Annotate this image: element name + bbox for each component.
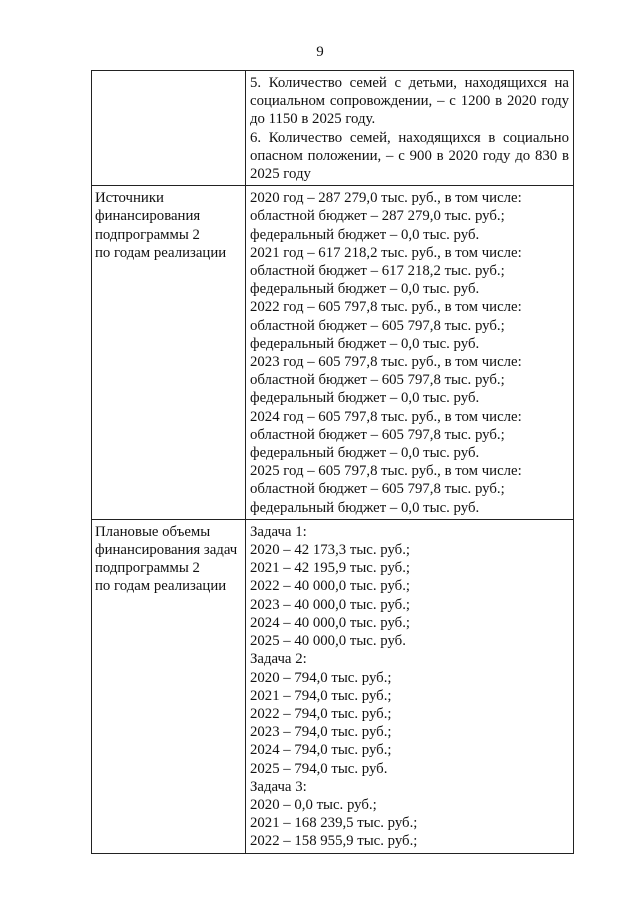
indicator-5-text: 5. Количество семей с детьми, находящихся на социальном сопровождении, – с 1200 в 2020 году до 1150 в 2025 году. xyxy=(250,75,569,128)
funding-line: областной бюджет – 287 279,0 тыс. руб.; xyxy=(250,208,505,225)
table-row-funding-sources xyxy=(92,186,574,520)
table-row-task-funding xyxy=(92,519,574,853)
funding-line: 2024 год – 605 797,8 тыс. руб., в том числе: xyxy=(250,408,522,425)
funding-line: областной бюджет – 605 797,8 тыс. руб.; xyxy=(250,481,505,498)
task-funding-line: 2025 – 794,0 тыс. руб. xyxy=(250,760,388,777)
task-funding-line: 2020 – 794,0 тыс. руб.; xyxy=(250,669,392,686)
funding-line: 2020 год – 287 279,0 тыс. руб., в том числе: xyxy=(250,190,522,207)
task-heading: Задача 2: xyxy=(250,651,307,668)
task-funding-line: 2022 – 794,0 тыс. руб.; xyxy=(250,705,392,722)
task-funding-line: 2020 – 0,0 тыс. руб.; xyxy=(250,796,377,813)
label-cell-funding-sources xyxy=(92,186,246,520)
label-cell-task-funding xyxy=(92,519,246,853)
task-funding-line: 2024 – 40 000,0 тыс. руб.; xyxy=(250,614,410,631)
funding-line: федеральный бюджет – 0,0 тыс. руб. xyxy=(250,499,480,516)
funding-line: федеральный бюджет – 0,0 тыс. руб. xyxy=(250,390,480,407)
task-funding-line: 2022 – 40 000,0 тыс. руб.; xyxy=(250,578,410,595)
value-cell-funding-sources xyxy=(246,186,574,520)
task-funding-line: 2024 – 794,0 тыс. руб.; xyxy=(250,742,392,759)
label-line: финансирования xyxy=(95,208,201,225)
funding-line: областной бюджет – 605 797,8 тыс. руб.; xyxy=(250,426,505,443)
funding-line: федеральный бюджет – 0,0 тыс. руб. xyxy=(250,335,480,352)
indicator-6-text: 6. Количество семей, находящихся в социально опасном положении, – с 900 в 2020 году до 830 в 2025 году xyxy=(250,129,569,183)
task-funding-line: 2021 – 168 239,5 тыс. руб.; xyxy=(250,815,418,832)
label-line: подпрограммы 2 xyxy=(95,226,200,243)
label-line: по годам реализации xyxy=(95,244,227,261)
value-cell-task-funding xyxy=(246,519,574,853)
label-line: подпрограммы 2 xyxy=(95,560,200,577)
task-funding-line: 2021 – 42 195,9 тыс. руб.; xyxy=(250,560,410,577)
task-funding-line: 2020 – 42 173,3 тыс. руб.; xyxy=(250,542,410,559)
task-funding-line: 2022 – 158 955,9 тыс. руб.; xyxy=(250,833,418,850)
value-cell-indicators xyxy=(246,71,574,186)
funding-line: областной бюджет – 617 218,2 тыс. руб.; xyxy=(250,263,505,280)
task-funding-line: 2021 – 794,0 тыс. руб.; xyxy=(250,687,392,704)
subprogram-passport-table xyxy=(91,70,574,854)
task-heading: Задача 3: xyxy=(250,778,307,795)
task-funding-line: 2023 – 794,0 тыс. руб.; xyxy=(250,724,392,741)
label-cell-empty xyxy=(92,71,246,186)
page-number: 9 xyxy=(316,44,324,60)
label-line: финансирования задач xyxy=(95,542,238,559)
label-line: Плановые объемы xyxy=(95,523,211,540)
funding-line: федеральный бюджет – 0,0 тыс. руб. xyxy=(250,445,480,462)
label-line: по годам реализации xyxy=(95,578,227,595)
table-row-indicators xyxy=(92,71,574,186)
funding-line: областной бюджет – 605 797,8 тыс. руб.; xyxy=(250,317,505,334)
task-funding-line: 2023 – 40 000,0 тыс. руб.; xyxy=(250,596,410,613)
funding-line: федеральный бюджет – 0,0 тыс. руб. xyxy=(250,281,480,298)
funding-line: 2023 год – 605 797,8 тыс. руб., в том числе: xyxy=(250,354,522,371)
funding-line: 2025 год – 605 797,8 тыс. руб., в том числе: xyxy=(250,463,522,480)
task-heading: Задача 1: xyxy=(250,523,307,540)
task-funding-line: 2025 – 40 000,0 тыс. руб. xyxy=(250,633,406,650)
funding-line: 2021 год – 617 218,2 тыс. руб., в том числе: xyxy=(250,244,522,261)
funding-line: федеральный бюджет – 0,0 тыс. руб. xyxy=(250,226,480,243)
funding-line: областной бюджет – 605 797,8 тыс. руб.; xyxy=(250,372,505,389)
label-line: Источники xyxy=(95,190,164,207)
funding-line: 2022 год – 605 797,8 тыс. руб., в том числе: xyxy=(250,299,522,316)
